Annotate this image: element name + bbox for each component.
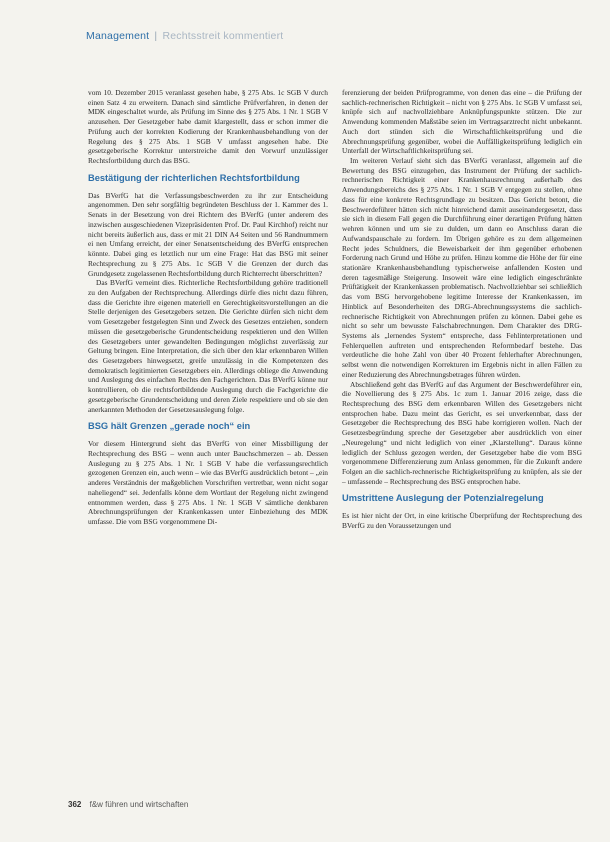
paragraph: ferenzierung der beiden Prüfprogramme, von denen das eine – die Prüfung der sachlich-rechnerischen Richtigkeit – nicht von § 275 Abs. 1c SGB V umfasst sei, knüpfe sich auf nachvollziehbare Anknüpfungspunkte stützen. Die zur Anwendung kommenden Maßstäbe seien im Vertragsarztrecht nicht unbekannt. Auch dort stünden sich die Wirtschaftlichkeitsprüfung und die Abrechnungsprüfung gegenüber, wobei die Auffälligkeitsprüfung lediglich ein Unterfall der Wirtschaftlichkeitsprüfung sei.: [342, 88, 582, 156]
paragraph: vom 10. Dezember 2015 veranlasst gesehen habe, § 275 Abs. 1c SGB V durch einen Satz 4 zu erweitern. Danach sind sämtliche Prüfverfahren, in denen der MDK eingeschaltet wurde, als Prüfung im Sinne des § 275 Abs. 1 Nr. 1 SGB V anzusehen. Der Gesetzgeber habe damit klargestellt, dass er schon immer die Prüfung auch der korrekten Kodierung der Krankenhausbehandlung von der Regelung des § 275 Abs. 1 SGB V umfasst angesehen habe. Die gesetzgeberische Korrektur unterstreiche damit den Vorwurf unzulässiger Rechtsfortbildung durch das BSG.: [88, 88, 328, 166]
paragraph: Im weiteren Verlauf sieht sich das BVerfG veranlasst, allgemein auf die Bewertung des BSG einzugehen, das Instrument der Prüfung der sachlich-rechnerischen Richtigkeit einer Krankenhausrechnung außerhalb des Anwendungsbereichs des § 275 Abs. 1 Nr. 1 SGB V entgegen zu stellen, ohne dass für eine konkrete Rechtsgrundlage zu besitzen. Das Gericht betont, die Beschwerdeführer hätten sich nicht hinreichend damit auseinandergesetzt, dass sie sich in diesem Fall gegen die Durchführung einer derartigen Prüfung hätten wehren können und um sie zu dulden, um dann eo Anschluss daran die Aufwandspauschale zu fordern. Im Übrigen gehöre es zu dem allgemeinen Recht jedes Schuldners, die Beweisbarkeit der ihm gegenüber erhobenen Forderung nach Grund und Höhe zu prüfen. Hinzu komme die Höhe der für eine stationäre Krankenhausbehandlung typischerweise anfallenden Kosten und deren tagesmäßige Steigerung. Insoweit wäre eine lediglich eingeschränkte Prüftätigkeit der Krankenkassen problematisch. Nachvollziehbar sei schließlich das vom BSG hervorgehobene legitime Interesse der Krankenkassen, im Hinblick auf Besonderheiten des DRG-Abrechnungssystems die sachlich-rechnerische Richtigkeit von Abrechnungen prüfen zu können. Dabei gehe es nicht so sehr um bewusste Falschabrechnungen. Dem Charakter des DRG-Systems als „lernendes System“ entspreche, dass Fehlinterpretationen und Fehlerquellen auftreten und entsprechenden Reformbedarf bestehe. Das verdeutliche die hohe Zahl von über 40 Prozent fehlerhafter Abrechnungen, selbst wenn die notwendigen Korrekturen im Ergebnis nicht in allen Fällen zu einer Reduzierung des Abrechnungsbetrages führen würden.: [342, 156, 582, 379]
right-column: [342, 88, 582, 531]
header-separator: |: [154, 30, 158, 42]
section-heading: BSG hält Grenzen „gerade noch“ ein: [88, 421, 251, 432]
page-footer: [68, 800, 188, 809]
running-header: [86, 30, 283, 42]
page-number: 362: [68, 800, 82, 809]
journal-name: f&w führen und wirtschaften: [89, 800, 189, 809]
header-section: Management: [86, 30, 150, 42]
section-heading: Bestätigung der richterlichen Rechtsfortbildung: [88, 172, 300, 183]
paragraph: Das BVerfG hat die Verfassungsbeschwerden zu ihr zur Entscheidung angenommen. Den sehr sorgfältig begründeten Beschluss der 1. Kammer des 1. Senats in der Besetzung von drei Richtern des BVerfG (unter anderem des inzwischen ausgeschiedenen Vizepräsidenten Prof. Dr. Paul Kirchhof) reicht nur nicht bereits äußerlich aus, dass er mit 21 DIN A4 Seiten und 56 Randnummern ei nen Umfang erreicht, der einer Senatsentscheidung des BVerfG entsprechen könnte. Dabei ging es letztlich nur um eine Frage: Hat das BSG mit seiner Rechtsprechung zu § 275 Abs. 1c SGB V die Grenzen der durch das Grundgesetz zugelassenen Rechtsfortbildung durch Richterrecht überschritten?: [88, 190, 328, 278]
paragraph: Es ist hier nicht der Ort, in eine kritische Überprüfung der Rechtsprechung des BVerfG zu den Voraussetzungen und: [342, 511, 582, 531]
paragraph: Abschließend geht das BVerfG auf das Argument der Beschwerdeführer ein, die Novellierung des § 275 Abs. 1c zum 1. Januar 2016 zeige, dass die Rechtsprechung des BSG dem erkennbaren Willen des Gesetzgebers nicht entsprochen habe. Dazu meint das Gericht, es sei unverkennbar, dass der Gesetzgeber die Rechtsprechung des BSG habe korrigieren wollen. Nach der Gesetzesbegründung spreche der Gesetzgeber aber ausdrücklich von einer „Neuregelung“ und nicht lediglich von einer „Klarstellung“. Daraus könne lediglich der Schluss gezogen werden, der Gesetzgeber habe die vom BSG vorgenommene Differenzierung zum Anlass genommen, für die Zukunft andere Folgen an die sachlich-rechnerische Richtigkeitsprüfung zu knüpfen, als sie der – umfassende – Rechtsprechung des BSG entsprochen habe.: [342, 379, 582, 486]
header-subsection: Rechtsstreit kommentiert: [162, 30, 284, 42]
paragraph: Das BVerfG verneint dies. Richterliche Rechtsfortbildung gehöre traditionell zu den Aufgaben der Rechtsprechung. Allerdings dürfe dies nicht dazu führen, dass die Gerichte ihre eigenen materiell en Gerechtigkeitsvorstellungen an die Stelle derjenigen des Gesetzgebers setzen. Die Gerichte dürfen sich nicht dem vom Gesetzgeber festgelegten Sinn und Zweck des Gesetzes entziehen, sondern müssen die gesetzgeberische Grundentscheidung respektieren und den Willen des Gesetzgebers unter gewandelten Bedingungen möglichst zuverlässig zur Geltung bringen. Eine Interpretation, die sich über den klar erkennbaren Willen des Gesetzgebers hinwegsetzt, greife unzulässig in die Kompetenzen des demokratisch legitimierten Gesetzgebers ein. Allerdings obliege die Anwendung und Auslegung des einfachen Rechts den Fachgerichten. Das BVerfG könne nur kontrollieren, ob die rechtsfortbildende Auslegung durch die Fachgerichte die gesetzgeberische Grundentscheidung und deren Ziele respektiere und ob sie den anerkannten Methoden der Gesetzesauslegung folge.: [88, 278, 328, 414]
section-heading: Umstrittene Auslegung der Potenzialregelung: [342, 493, 544, 504]
paragraph: Vor diesem Hintergrund sieht das BVerfG von einer Missbilligung der Rechtsprechung des BSG – wenn auch unter Bauchschmerzen – ab. Dessen Auslegung zu § 275 Abs. 1 Nr. 1 SGB V habe die verfassungsrechtlich gezogenen Grenzen ein, auch wenn – wie das BVerfG ausdrücklich betont – „ein anderes Verständnis der maßgeblichen Vorschriften vertretbar, wenn nicht sogar naheliegend“ sei. Jedenfalls könne dem Wortlaut der Regelung nicht zwingend entnommen werden, dass § 275 Abs. 1 Nr. 1 SGB V sämtliche denkbaren Abrechnungsprüfungen der Krankenkassen unter Einbeziehung des MDK umfasse. Die vom BSG vorgenommene Di-: [88, 439, 328, 527]
left-column: [88, 88, 328, 527]
